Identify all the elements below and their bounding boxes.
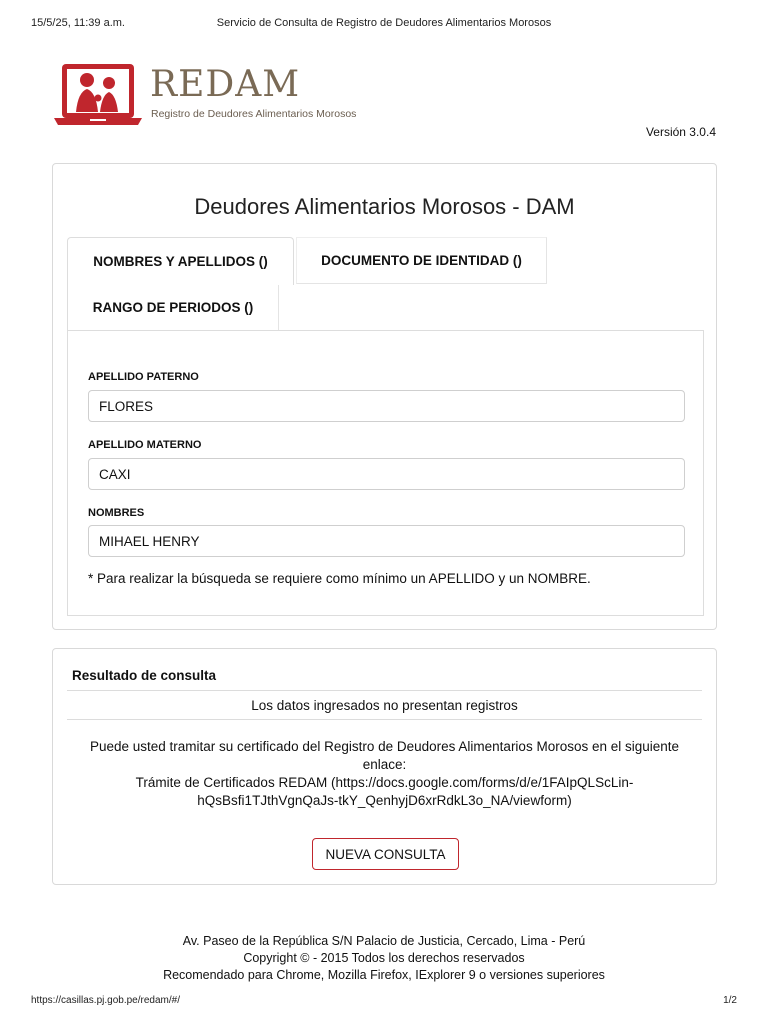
search-requirement-note: * Para realizar la búsqueda se requiere como mínimo un APELLIDO y un NOMBRE.	[88, 571, 591, 586]
apellido-paterno-label: APELLIDO PATERNO	[88, 371, 199, 383]
certificate-link[interactable]: Trámite de Certificados REDAM (https://docs.google.com/forms/d/e/1FAIpQLScLin-	[135, 775, 634, 790]
logo-tagline: Registro de Deudores Alimentarios Morosos	[151, 108, 357, 120]
certificate-info	[73, 738, 696, 810]
search-card	[52, 163, 717, 630]
nombres-label: NOMBRES	[88, 507, 145, 519]
nueva-consulta-button[interactable]: NUEVA CONSULTA	[312, 838, 459, 870]
result-divider	[67, 719, 702, 720]
footer-browser-recommendation: Recomendado para Chrome, Mozilla Firefox, IExplorer 9 o versiones superiores	[163, 968, 605, 982]
result-divider	[67, 690, 702, 691]
laptop-family-icon	[52, 62, 144, 128]
search-form-panel	[67, 330, 704, 616]
result-title: Resultado de consulta	[72, 668, 217, 683]
result-card	[52, 648, 717, 885]
apellido-materno-label: APELLIDO MATERNO	[88, 439, 202, 451]
print-page-title: Servicio de Consulta de Registro de Deudores Alimentarios Morosos	[216, 17, 552, 29]
print-page-number: 1/2	[723, 995, 737, 1006]
tab-rango-periodos[interactable]: RANGO DE PERIODOS ()	[67, 284, 279, 331]
apellido-materno-input[interactable]	[88, 458, 685, 490]
tab-documento-identidad[interactable]: DOCUMENTO DE IDENTIDAD ()	[296, 237, 547, 284]
footer-copyright: Copyright © - 2015 Todos los derechos reservados	[243, 951, 525, 965]
site-footer	[0, 933, 768, 984]
certificate-link[interactable]: hQsBsfi1TJthVgnQaJs-tkY_QenhyjD6xrRdkL3o_NA/viewform)	[197, 793, 572, 808]
search-heading: Deudores Alimentarios Morosos - DAM	[194, 194, 575, 219]
apellido-paterno-input[interactable]	[88, 390, 685, 422]
print-url: https://casillas.pj.gob.pe/redam/#/	[31, 995, 180, 1006]
footer-address: Av. Paseo de la República S/N Palacio de Justicia, Cercado, Lima - Perú	[182, 934, 586, 948]
no-records-message: Los datos ingresados no presentan registros	[251, 698, 518, 713]
print-datetime: 15/5/25, 11:39 a.m.	[31, 17, 125, 29]
certificate-info-line: enlace:	[362, 757, 407, 772]
logo-brand-text: REDAM	[150, 64, 301, 105]
redam-logo[interactable]	[52, 62, 362, 130]
nombres-input[interactable]	[88, 525, 685, 557]
certificate-info-line: Puede usted tramitar su certificado del Registro de Deudores Alimentarios Morosos en el siguiente	[89, 739, 680, 754]
tab-nombres-apellidos[interactable]: NOMBRES Y APELLIDOS ()	[67, 237, 294, 285]
version-label: Versión 3.0.4	[645, 125, 716, 139]
